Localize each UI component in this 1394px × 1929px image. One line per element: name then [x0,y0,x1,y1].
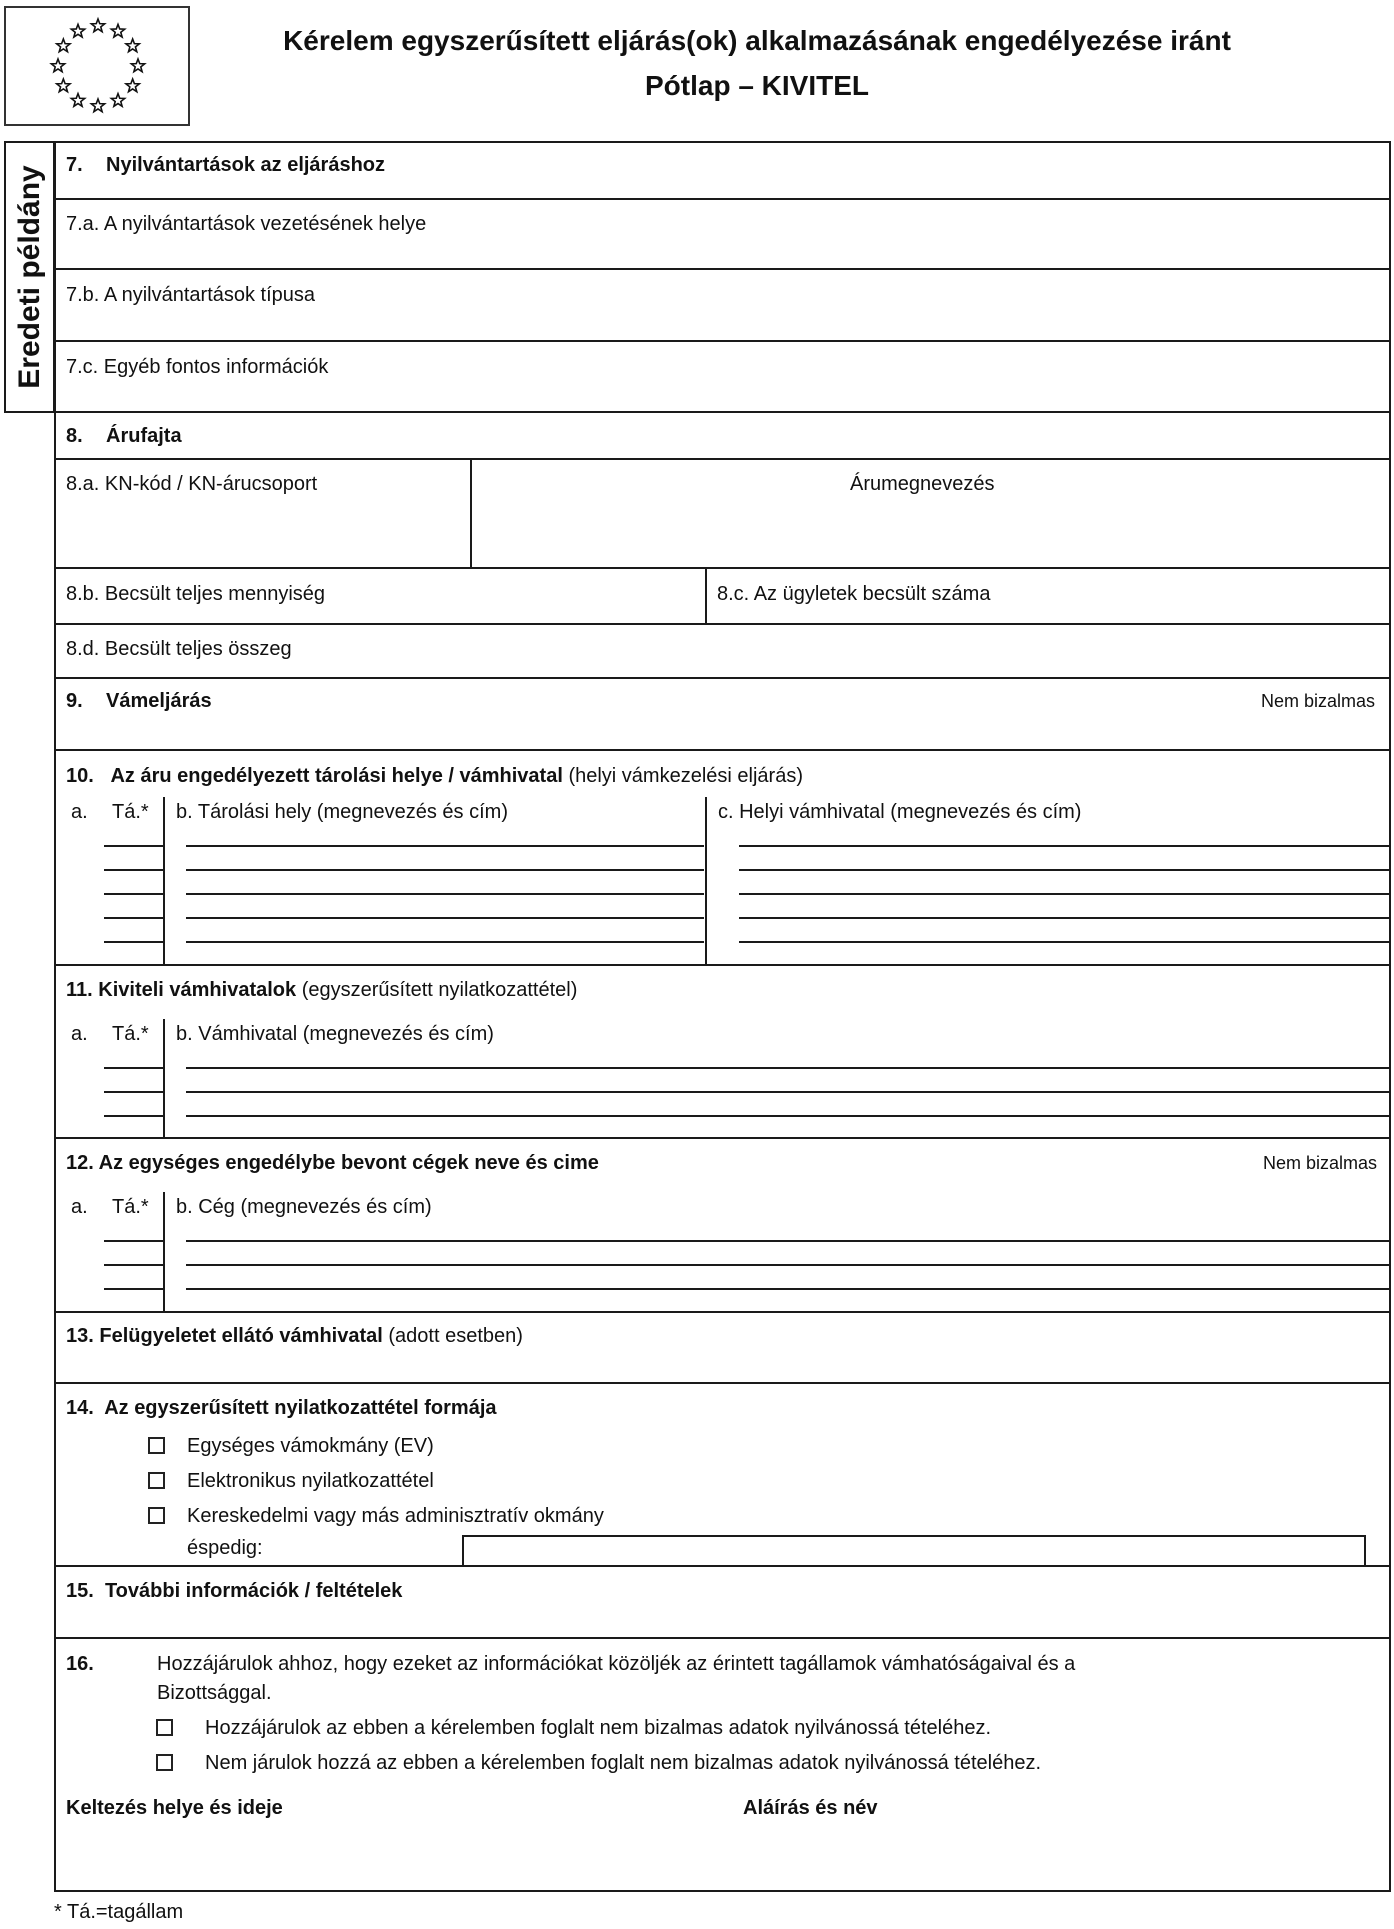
section13-title-bold: Felügyeletet ellátó vámhivatal [99,1325,383,1347]
star-icon [126,79,139,92]
local-office-entry-line[interactable] [739,941,1389,943]
goods-description-label: Árumegnevezés [850,473,995,495]
option-electronic-label: Elektronikus nyilatkozattétel [187,1470,434,1492]
section7-title: Nyilvántartások az eljáráshoz [106,154,386,176]
cn-code-label: 8.a. KN-kód / KN-árucsoport [66,473,318,495]
section13-title-note: (adott esetben) [388,1325,523,1347]
divider [54,1137,1391,1139]
company-entry-line[interactable] [186,1288,1389,1290]
column-divider [163,1019,165,1138]
divider [54,749,1391,751]
column-divider [163,1192,165,1312]
member-state-entry-line[interactable] [104,1091,163,1093]
divider [54,1637,1391,1639]
consent-publish-label: Hozzájárulok az ebben a kérelemben foglalt nem bizalmas adatok nyilvánossá tételéhez. [205,1717,992,1739]
section13-title [66,1326,523,1346]
export-office-entry-line[interactable] [186,1067,1389,1069]
star-icon [57,79,70,92]
section10-title-note: (helyi vámkezelési eljárás) [568,765,803,787]
cn-code-field[interactable] [56,460,470,567]
signature-label: Aláírás és név [743,1797,878,1819]
other-info-label: 7.c. Egyéb fontos információk [66,356,329,378]
section12-col-b-header: b. Cég (megnevezés és cím) [176,1196,432,1218]
member-state-entry-line[interactable] [104,1115,163,1117]
records-location-label: 7.a. A nyilvántartások vezetésének helye [66,213,427,235]
checkbox-consent-publish[interactable] [156,1719,173,1736]
section11-title [66,980,577,1000]
local-office-entry-line[interactable] [739,917,1389,919]
section12-col-a-prefix: a. [71,1196,88,1218]
option-commercial-document-label: Kereskedelmi vagy más adminisztratív okmány [187,1505,604,1527]
storage-place-entry-line[interactable] [186,893,704,895]
date-place-field[interactable] [56,1790,736,1890]
side-label-box [4,141,55,413]
section9-title: Vámeljárás [106,690,212,712]
divider [54,964,1391,966]
section10-number: 10. [66,765,94,787]
company-entry-line[interactable] [186,1240,1389,1242]
section12-col-a-header: Tá.* [112,1196,149,1218]
form-subtitle: Pótlap – KIVITEL [644,70,870,101]
goods-description-field[interactable] [472,460,1389,567]
section14-title [66,1398,497,1418]
consent-text-line2: Bizottsággal. [157,1682,272,1704]
divider [54,1382,1391,1384]
section11-title-note: (egyszerűsített nyilatkozattétel) [301,979,578,1001]
section12-title-text: Az egységes engedélybe bevont cégek neve és cime [98,1152,599,1174]
section15-title [66,1581,402,1601]
checkbox-commercial-document[interactable] [148,1507,165,1524]
supervising-office-field[interactable] [56,1313,1389,1382]
section10-title-bold: Az áru engedélyezett tárolási helye / vámhivatal [110,765,563,787]
non-confidential-badge: Nem bizalmas [1260,691,1375,711]
other-info-field[interactable] [56,342,1389,411]
section11-col-a-header: Tá.* [112,1023,149,1045]
section10-title [66,766,803,786]
estimated-total-amount-field[interactable] [56,625,1389,677]
footnote: * Tá.=tagállam [54,1901,184,1923]
form-title: Kérelem egyszerűsített eljárás(ok) alkalmazásának engedélyezése iránt [283,25,1231,56]
member-state-entry-line[interactable] [104,893,163,895]
section15-title-text: További információk / feltételek [104,1580,403,1602]
star-icon [111,24,124,37]
section8-title: Árufajta [106,425,182,447]
column-divider [705,797,707,965]
star-icon [57,39,70,52]
no-consent-publish-label: Nem járulok hozzá az ebben a kérelemben foglalt nem bizalmas adatok nyilvánossá tételéhez. [205,1752,1042,1774]
section9-number: 9. [66,690,83,712]
estimated-quantity-label: 8.b. Becsült teljes mennyiség [66,583,326,605]
espedig-label: éspedig: [187,1537,263,1559]
eu-flag-stars-icon [6,8,188,124]
section11-col-a-prefix: a. [71,1023,88,1045]
side-label: Eredeti példány [12,165,46,389]
star-icon [111,94,124,107]
checkbox-electronic[interactable] [148,1472,165,1489]
member-state-entry-line[interactable] [104,1288,163,1290]
star-icon [131,59,144,72]
records-type-field[interactable] [56,270,1389,340]
storage-place-entry-line[interactable] [186,917,704,919]
member-state-entry-line[interactable] [104,845,163,847]
section11-number: 11. [66,979,93,1001]
estimated-quantity-field[interactable] [56,569,705,623]
section14-number: 14. [66,1397,94,1419]
storage-place-entry-line[interactable] [186,845,704,847]
checkbox-sad[interactable] [148,1437,165,1454]
member-state-entry-line[interactable] [104,1240,163,1242]
column-divider [163,797,165,965]
non-confidential-badge: Nem bizalmas [1262,1153,1377,1173]
member-state-entry-line[interactable] [104,1264,163,1266]
star-icon [51,59,64,72]
signature-field[interactable] [736,1790,1389,1890]
member-state-entry-line[interactable] [104,941,163,943]
section13-number: 13. [66,1325,94,1347]
section10-col-a-prefix: a. [71,801,88,823]
additional-info-field[interactable] [56,1567,1389,1637]
consent-text-line1: Hozzájárulok ahhoz, hogy ezeket az információkat közöljék az érintett tagállamok vámhatóságaival és a [157,1653,1076,1675]
checkbox-no-consent-publish[interactable] [156,1754,173,1771]
member-state-entry-line[interactable] [104,917,163,919]
member-state-entry-line[interactable] [104,1067,163,1069]
section11-title-bold: Kiviteli vámhivatalok [98,979,297,1001]
section10-col-b-header: b. Tárolási hely (megnevezés és cím) [176,801,508,823]
divider [4,411,1391,413]
date-place-label: Keltezés helye és ideje [66,1797,283,1819]
estimated-total-amount-label: 8.d. Becsült teljes összeg [66,638,292,660]
records-location-field[interactable] [56,200,1389,268]
star-icon [71,94,84,107]
section12-title [66,1153,599,1173]
storage-place-entry-line[interactable] [186,941,704,943]
section12-number: 12. [66,1152,94,1174]
local-office-entry-line[interactable] [739,893,1389,895]
estimated-transactions-label: 8.c. Az ügyletek becsült száma [717,583,991,605]
estimated-transactions-field[interactable] [707,569,1389,623]
espedig-input[interactable] [462,1535,1366,1566]
records-type-label: 7.b. A nyilvántartások típusa [66,284,316,306]
section7-number: 7. [66,154,83,176]
star-icon [91,19,104,32]
eu-logo [4,6,190,126]
customs-procedure-field[interactable] [56,679,1389,749]
star-icon [71,24,84,37]
section10-col-a-header: Tá.* [112,801,149,823]
member-state-entry-line[interactable] [104,869,163,871]
storage-place-entry-line[interactable] [186,869,704,871]
section10-col-c-header: c. Helyi vámhivatal (megnevezés és cím) [718,801,1082,823]
option-sad-label: Egységes vámokmány (EV) [187,1435,434,1457]
star-icon [91,99,104,112]
export-office-entry-line[interactable] [186,1091,1389,1093]
section8-number: 8. [66,425,83,447]
local-office-entry-line[interactable] [739,845,1389,847]
section15-number: 15. [66,1580,94,1602]
company-entry-line[interactable] [186,1264,1389,1266]
section11-col-b-header: b. Vámhivatal (megnevezés és cím) [176,1023,494,1045]
section14-title-text: Az egyszerűsített nyilatkozattétel formája [104,1397,497,1419]
export-office-entry-line[interactable] [186,1115,1389,1117]
star-icon [126,39,139,52]
section16-number: 16. [66,1653,94,1675]
local-office-entry-line[interactable] [739,869,1389,871]
